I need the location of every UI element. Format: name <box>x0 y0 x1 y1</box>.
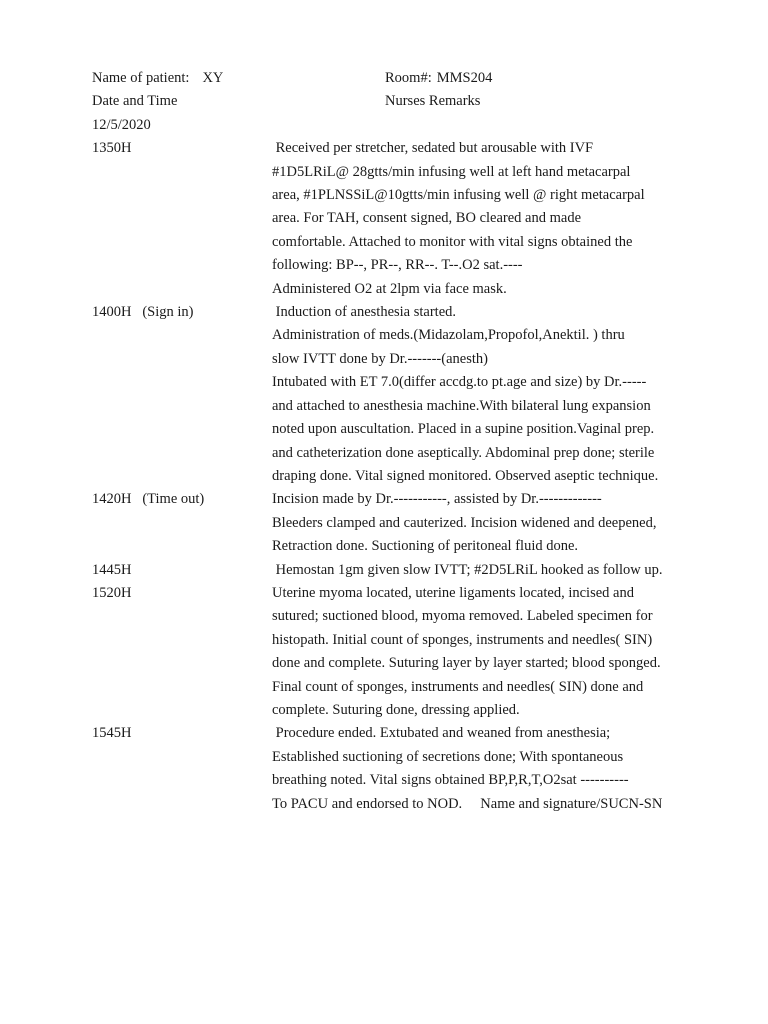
remark-line: Induction of anesthesia started. <box>272 304 457 321</box>
remark-line: To PACU and endorsed to NOD. Name and signature/SUCN-SN <box>272 795 663 812</box>
remark-line: #1D5LRiL@ 28gtts/min infusing well at left hand metacarpal <box>272 163 631 180</box>
room-label: Room#: <box>385 70 432 86</box>
document-content <box>92 67 712 816</box>
entry-date: 12/5/2020 <box>92 116 151 133</box>
entry-row <box>92 301 712 488</box>
entry-row <box>92 722 712 816</box>
entry-remarks <box>272 137 712 301</box>
remark-line: and catheterization done aseptically. Abdominal prep done; sterile <box>272 444 655 461</box>
remark-line: Final count of sponges, instruments and needles( SIN) done and <box>272 678 644 695</box>
entry-time: 1445H <box>92 561 132 578</box>
remark-line: Retraction done. Suctioning of peritoneal fluid done. <box>272 538 579 555</box>
entry-time: 1545H <box>92 725 132 742</box>
remark-line: done and complete. Suturing layer by layer started; blood sponged. <box>272 655 661 672</box>
remark-line: Intubated with ET 7.0(differ accdg.to pt.age and size) by Dr.----- <box>272 374 647 391</box>
remark-line: Bleeders clamped and cauterized. Incision widened and deepened, <box>272 514 657 531</box>
remark-line: Received per stretcher, sedated but arousable with IVF <box>272 140 594 157</box>
remark-line: Procedure ended. Extubated and weaned from anesthesia; <box>272 725 611 742</box>
entry-remarks <box>272 488 712 558</box>
remark-line: Established suctioning of secretions done; With spontaneous <box>272 748 624 765</box>
entry-row <box>92 559 712 582</box>
patient-value: XY <box>202 70 224 86</box>
remark-line: histopath. Initial count of sponges, instruments and needles( SIN) <box>272 631 653 648</box>
remark-line: Administration of meds.(Midazolam,Propofol,Anektil. ) thru <box>272 327 625 344</box>
entries-list <box>92 137 712 816</box>
header-row-date <box>92 114 712 137</box>
entry-row <box>92 488 712 558</box>
remark-line: sutured; suctioned blood, myoma removed. Labeled specimen for <box>272 608 653 625</box>
entry-time: 1400H (Sign in) <box>92 304 194 321</box>
remark-line: comfortable. Attached to monitor with vital signs obtained the <box>272 233 633 250</box>
remark-line: slow IVTT done by Dr.-------(anesth) <box>272 350 488 367</box>
entry-time: 1420H (Time out) <box>92 491 205 508</box>
remark-line: draping done. Vital signed monitored. Observed aseptic technique. <box>272 467 659 484</box>
room-value: MMS204 <box>436 70 493 86</box>
datetime-column-label: Date and Time <box>92 93 178 110</box>
header-row-columns <box>92 90 712 113</box>
remarks-column-label: Nurses Remarks <box>385 93 481 110</box>
entry-row <box>92 137 712 301</box>
patient-label: Name of patient: <box>92 70 190 86</box>
patient-field <box>92 67 385 90</box>
remark-line: area, #1PLNSSiL@10gtts/min infusing well @ right metacarpal <box>272 187 645 204</box>
room-field <box>385 67 712 90</box>
entry-remarks <box>272 722 712 816</box>
remark-line: Hemostan 1gm given slow IVTT; #2D5LRiL hooked as follow up. <box>272 561 663 578</box>
entry-row <box>92 582 712 722</box>
remark-line: breathing noted. Vital signs obtained BP,P,R,T,O2sat ---------- <box>272 772 629 789</box>
remark-line: complete. Suturing done, dressing applied. <box>272 701 520 718</box>
remark-line: Uterine myoma located, uterine ligaments located, incised and <box>272 584 634 601</box>
entry-time: 1350H <box>92 140 132 157</box>
remark-line: noted upon auscultation. Placed in a supine position.Vaginal prep. <box>272 421 655 438</box>
remark-line: area. For TAH, consent signed, BO cleared and made <box>272 210 582 227</box>
remark-line: Incision made by Dr.-----------, assisted by Dr.------------- <box>272 491 602 508</box>
entry-remarks <box>272 559 712 582</box>
entry-time: 1520H <box>92 584 132 601</box>
header-row-patient <box>92 67 712 90</box>
remark-line: and attached to anesthesia machine.With bilateral lung expansion <box>272 397 651 414</box>
remark-line: following: BP--, PR--, RR--. T--.O2 sat.---- <box>272 257 523 274</box>
remark-line: Administered O2 at 2lpm via face mask. <box>272 280 507 297</box>
entry-remarks <box>272 301 712 488</box>
entry-remarks <box>272 582 712 722</box>
